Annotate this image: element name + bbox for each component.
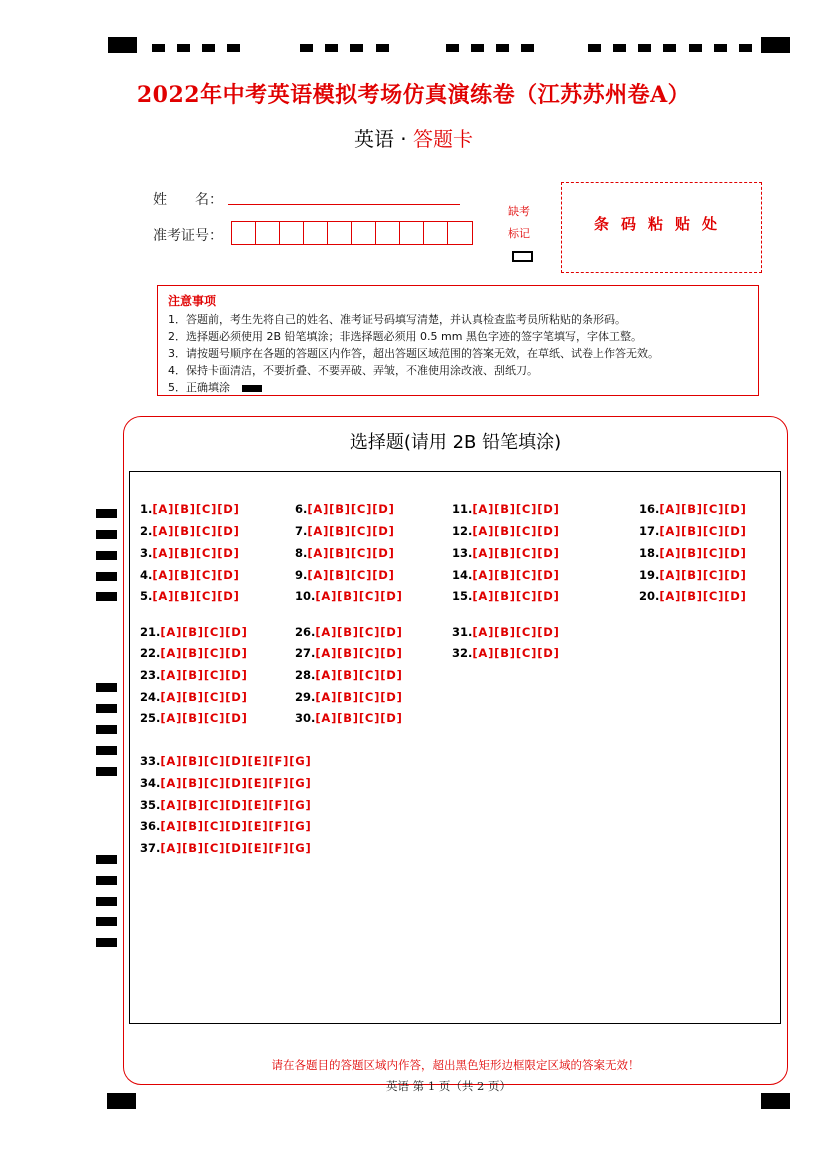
answer-options[interactable]: [A][B][C][D] bbox=[659, 502, 747, 516]
timing-mark bbox=[663, 44, 676, 52]
timing-mark bbox=[376, 44, 389, 52]
question-item[interactable] bbox=[140, 798, 312, 812]
answer-options[interactable]: [A][B][C][D] bbox=[152, 524, 240, 538]
answer-options[interactable]: [A][B][C][D] bbox=[307, 546, 395, 560]
id-digit-box[interactable] bbox=[328, 222, 352, 244]
question-item[interactable] bbox=[639, 502, 747, 516]
answer-options[interactable]: [A][B][C][D] bbox=[307, 502, 395, 516]
question-item[interactable] bbox=[140, 625, 248, 639]
question-item[interactable] bbox=[452, 546, 560, 560]
notice-item: 2．选择题必须使用 2B 铅笔填涂；非选择题必须用 0.5 mm 黑色字迹的签字笔填写，字体工整。 bbox=[168, 330, 642, 343]
timing-mark bbox=[96, 530, 117, 539]
timing-mark bbox=[96, 683, 117, 692]
question-number: 16. bbox=[639, 502, 660, 516]
answer-options[interactable]: [A][B][C][D] bbox=[160, 668, 248, 682]
answer-options[interactable]: [A][B][C][D] bbox=[160, 625, 248, 639]
page-number: 英语 第 1 页（共 2 页） bbox=[386, 1079, 511, 1093]
question-number: 32. bbox=[452, 646, 473, 660]
question-number: 35. bbox=[140, 798, 161, 812]
timing-mark bbox=[108, 37, 137, 53]
card-label: 答题卡 bbox=[413, 127, 474, 151]
id-digit-box[interactable] bbox=[400, 222, 424, 244]
question-item[interactable] bbox=[295, 668, 403, 682]
question-item[interactable] bbox=[452, 625, 560, 639]
timing-mark bbox=[96, 917, 117, 926]
answer-options[interactable]: [A][B][C][D] bbox=[315, 668, 403, 682]
name-field[interactable] bbox=[228, 204, 460, 205]
timing-mark bbox=[152, 44, 165, 52]
question-number: 18. bbox=[639, 546, 660, 560]
question-number: 2. bbox=[140, 524, 153, 538]
answer-options[interactable]: [A][B][C][D] bbox=[659, 524, 747, 538]
timing-mark bbox=[496, 44, 509, 52]
timing-mark bbox=[471, 44, 484, 52]
subject-label: 英语 · bbox=[353, 127, 414, 151]
timing-mark bbox=[761, 37, 790, 53]
answer-options[interactable]: [A][B][C][D] bbox=[659, 546, 747, 560]
question-number: 10. bbox=[295, 589, 316, 603]
question-item[interactable] bbox=[140, 841, 312, 855]
question-item[interactable] bbox=[140, 754, 312, 768]
absent-mark-box[interactable] bbox=[512, 251, 533, 262]
answer-options[interactable]: [A][B][C][D] bbox=[152, 589, 240, 603]
timing-mark bbox=[96, 897, 117, 906]
question-item[interactable] bbox=[452, 568, 560, 582]
timing-mark bbox=[96, 767, 117, 776]
answer-options[interactable]: [A][B][C][D] bbox=[160, 711, 248, 725]
question-item[interactable] bbox=[639, 589, 747, 603]
answer-options[interactable]: [A][B][C][D] bbox=[152, 568, 240, 582]
question-number: 27. bbox=[295, 646, 316, 660]
id-digit-box[interactable] bbox=[256, 222, 280, 244]
choice-section-title: 选择题(请用 2B 铅笔填涂) bbox=[349, 432, 562, 453]
question-number: 3. bbox=[140, 546, 153, 560]
card-subtitle bbox=[0, 123, 827, 152]
answer-options[interactable]: [A][B][C][D] bbox=[472, 524, 560, 538]
answer-options[interactable]: [A][B][C][D][E][F][G] bbox=[160, 841, 312, 855]
timing-mark bbox=[96, 592, 117, 601]
answer-options[interactable]: [A][B][C][D] bbox=[472, 646, 560, 660]
timing-mark bbox=[761, 1093, 790, 1109]
answer-options[interactable]: [A][B][C][D][E][F][G] bbox=[160, 754, 312, 768]
timing-mark bbox=[325, 44, 338, 52]
answer-options[interactable]: [A][B][C][D] bbox=[307, 568, 395, 582]
question-number: 30. bbox=[295, 711, 316, 725]
id-digit-box[interactable] bbox=[280, 222, 304, 244]
question-item[interactable] bbox=[295, 589, 403, 603]
id-digit-box[interactable] bbox=[424, 222, 448, 244]
answer-options[interactable]: [A][B][C][D] bbox=[472, 546, 560, 560]
barcode-label: 条码粘贴处 bbox=[593, 215, 729, 233]
question-item[interactable] bbox=[140, 646, 248, 660]
answer-options[interactable]: [A][B][C][D] bbox=[160, 690, 248, 704]
timing-mark bbox=[96, 746, 117, 755]
id-digit-box[interactable] bbox=[376, 222, 400, 244]
notice-title: 注意事项 bbox=[168, 294, 217, 308]
notice-item: 1．答题前，考生先将自己的姓名、准考证号码填写清楚，并认真检查监考员所粘贴的条形码。 bbox=[168, 313, 626, 326]
question-item[interactable] bbox=[295, 546, 395, 560]
timing-mark bbox=[96, 509, 117, 518]
timing-mark bbox=[96, 725, 117, 734]
answer-options[interactable]: [A][B][C][D] bbox=[152, 546, 240, 560]
id-digit-box[interactable] bbox=[232, 222, 256, 244]
timing-mark bbox=[177, 44, 190, 52]
timing-mark bbox=[689, 44, 702, 52]
timing-mark bbox=[227, 44, 240, 52]
question-number: 31. bbox=[452, 625, 473, 639]
question-number: 28. bbox=[295, 668, 316, 682]
question-item[interactable] bbox=[140, 819, 312, 833]
answer-options[interactable]: [A][B][C][D] bbox=[152, 502, 240, 516]
question-item[interactable] bbox=[140, 690, 248, 704]
question-number: 7. bbox=[295, 524, 308, 538]
question-item[interactable] bbox=[140, 524, 240, 538]
answer-warning: 请在各题目的答题区域内作答，超出黑色矩形边框限定区域的答案无效！ bbox=[271, 1058, 640, 1072]
notice-item: 4．保持卡面清洁，不要折叠、不要弄破、弄皱，不准使用涂改液、刮纸刀。 bbox=[168, 364, 538, 377]
question-number: 24. bbox=[140, 690, 161, 704]
question-item[interactable] bbox=[295, 568, 395, 582]
timing-mark bbox=[613, 44, 626, 52]
timing-mark bbox=[446, 44, 459, 52]
answer-options[interactable]: [A][B][C][D] bbox=[307, 524, 395, 538]
question-number: 17. bbox=[639, 524, 660, 538]
question-number: 14. bbox=[452, 568, 473, 582]
id-label: 准考证号： bbox=[153, 228, 223, 244]
question-item[interactable] bbox=[140, 668, 248, 682]
question-item[interactable] bbox=[295, 524, 395, 538]
question-item[interactable] bbox=[140, 711, 248, 725]
question-item[interactable] bbox=[140, 502, 240, 516]
notice-box bbox=[157, 285, 759, 396]
answer-options[interactable]: [A][B][C][D] bbox=[472, 589, 560, 603]
notice-item-fill bbox=[168, 379, 748, 396]
question-item[interactable] bbox=[639, 524, 747, 538]
answer-options[interactable]: [A][B][C][D] bbox=[659, 589, 747, 603]
timing-mark bbox=[300, 44, 313, 52]
timing-mark bbox=[638, 44, 651, 52]
question-number: 12. bbox=[452, 524, 473, 538]
question-item[interactable] bbox=[452, 524, 560, 538]
question-item[interactable] bbox=[295, 646, 403, 660]
timing-mark bbox=[96, 551, 117, 560]
question-item[interactable] bbox=[140, 776, 312, 790]
exam-title: 2022年中考英语模拟考场仿真演练卷（江苏苏州卷A） bbox=[136, 82, 691, 108]
answer-options[interactable]: [A][B][C][D] bbox=[160, 646, 248, 660]
question-item[interactable] bbox=[452, 589, 560, 603]
question-item[interactable] bbox=[639, 546, 747, 560]
answer-options[interactable]: [A][B][C][D] bbox=[472, 625, 560, 639]
question-item[interactable] bbox=[295, 690, 403, 704]
timing-mark bbox=[739, 44, 752, 52]
answer-options[interactable]: [A][B][C][D] bbox=[315, 625, 403, 639]
timing-mark bbox=[96, 572, 117, 581]
question-number: 21. bbox=[140, 625, 161, 639]
id-digit-box[interactable] bbox=[448, 222, 472, 244]
question-number: 36. bbox=[140, 819, 161, 833]
question-number: 19. bbox=[639, 568, 660, 582]
timing-mark bbox=[96, 855, 117, 864]
question-item[interactable] bbox=[140, 568, 240, 582]
absent-label-1: 缺考 bbox=[508, 205, 530, 218]
question-item[interactable] bbox=[639, 568, 747, 582]
answer-options[interactable]: [A][B][C][D] bbox=[472, 568, 560, 582]
answer-options[interactable]: [A][B][C][D][E][F][G] bbox=[160, 776, 312, 790]
timing-mark bbox=[96, 938, 117, 947]
notice-item: 3．请按题号顺序在各题的答题区内作答，超出答题区域范围的答案无效，在草纸、试卷上作答无效。 bbox=[168, 347, 659, 360]
absent-label-2: 标记 bbox=[508, 227, 530, 240]
question-number: 34. bbox=[140, 776, 161, 790]
question-number: 1. bbox=[140, 502, 153, 516]
question-item[interactable] bbox=[452, 502, 560, 516]
timing-mark bbox=[588, 44, 601, 52]
barcode-area bbox=[561, 182, 762, 273]
answer-options[interactable]: [A][B][C][D] bbox=[472, 502, 560, 516]
question-number: 26. bbox=[295, 625, 316, 639]
answer-options[interactable]: [A][B][C][D] bbox=[315, 589, 403, 603]
id-number-boxes[interactable] bbox=[231, 221, 473, 245]
question-item[interactable] bbox=[140, 589, 240, 603]
question-number: 29. bbox=[295, 690, 316, 704]
question-item[interactable] bbox=[295, 711, 403, 725]
question-number: 37. bbox=[140, 841, 161, 855]
name-label: 姓 名： bbox=[153, 192, 223, 208]
question-item[interactable] bbox=[295, 502, 395, 516]
answer-options[interactable]: [A][B][C][D][E][F][G] bbox=[160, 798, 312, 812]
answer-options[interactable]: [A][B][C][D] bbox=[315, 711, 403, 725]
question-item[interactable] bbox=[452, 646, 560, 660]
timing-mark bbox=[107, 1093, 136, 1109]
fill-example-mark bbox=[242, 385, 262, 392]
question-number: 9. bbox=[295, 568, 308, 582]
id-digit-box[interactable] bbox=[352, 222, 376, 244]
answer-options[interactable]: [A][B][C][D] bbox=[659, 568, 747, 582]
question-number: 8. bbox=[295, 546, 308, 560]
answer-options[interactable]: [A][B][C][D] bbox=[315, 646, 403, 660]
id-digit-box[interactable] bbox=[304, 222, 328, 244]
timing-mark bbox=[350, 44, 363, 52]
question-number: 11. bbox=[452, 502, 473, 516]
question-number: 20. bbox=[639, 589, 660, 603]
question-item[interactable] bbox=[295, 625, 403, 639]
question-number: 33. bbox=[140, 754, 161, 768]
timing-mark bbox=[521, 44, 534, 52]
timing-mark bbox=[714, 44, 727, 52]
timing-mark bbox=[96, 876, 117, 885]
answer-options[interactable]: [A][B][C][D] bbox=[315, 690, 403, 704]
question-number: 4. bbox=[140, 568, 153, 582]
timing-mark bbox=[96, 704, 117, 713]
answer-options[interactable]: [A][B][C][D][E][F][G] bbox=[160, 819, 312, 833]
timing-mark bbox=[202, 44, 215, 52]
question-number: 22. bbox=[140, 646, 161, 660]
question-number: 15. bbox=[452, 589, 473, 603]
question-number: 23. bbox=[140, 668, 161, 682]
question-number: 25. bbox=[140, 711, 161, 725]
question-number: 5. bbox=[140, 589, 153, 603]
question-number: 6. bbox=[295, 502, 308, 516]
question-number: 13. bbox=[452, 546, 473, 560]
question-item[interactable] bbox=[140, 546, 240, 560]
notice-item-label: 5．正确填涂 bbox=[168, 381, 230, 394]
